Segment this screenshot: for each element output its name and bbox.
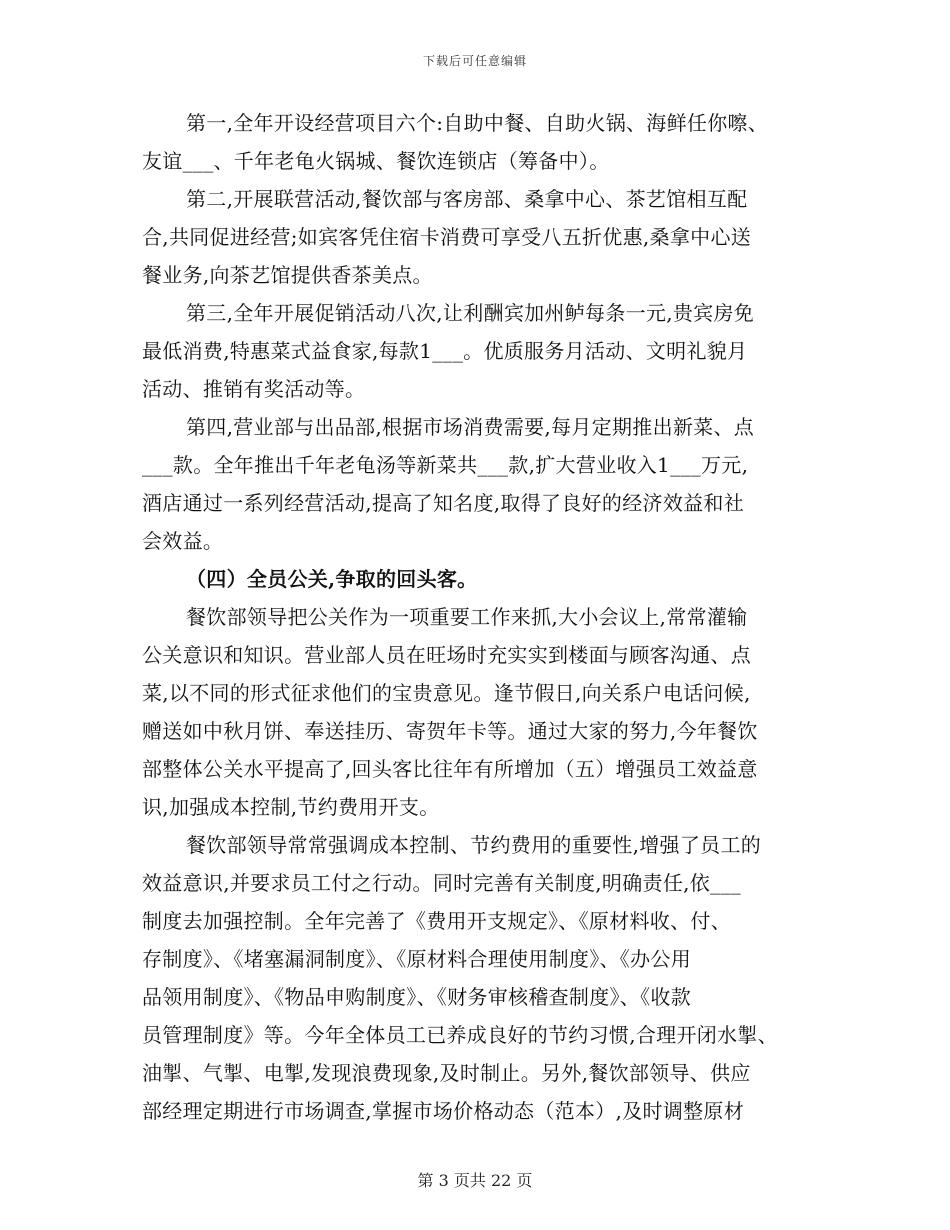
paragraph-line: 制度去加强控制。全年完善了《费用开支规定》、《原材料收、付、 — [142, 909, 731, 933]
paragraph-line: 友谊___、千年老龟火锅城、餐饮连锁店（筹备中）。 — [142, 149, 610, 173]
paragraph-line: 第二,开展联营活动,餐饮部与客房部、桑拿中心、茶艺馆相互配 — [186, 187, 748, 211]
paragraph-line: 识,加强成本控制,节约费用开支。 — [142, 795, 440, 819]
paragraph-line: 第三,全年开展促销活动八次,让利酬宾加州鲈每条一元,贵宾房免 — [186, 301, 755, 325]
paragraph-line: 品领用制度》、《物品申购制度》、《财务审核稽查制度》、《收款 — [142, 985, 691, 1009]
page-header: 下载后可任意编辑 — [422, 54, 527, 68]
paragraph-line: 部经理定期进行市场调查,掌握市场价格动态（范本）,及时调整原材 — [142, 1099, 745, 1123]
paragraph-line: 员管理制度》等。今年全体员工已养成良好的节约习惯,合理开闭水掣、 — [142, 1023, 778, 1047]
paragraph-line: 菜,以不同的形式征求他们的宝贵意见。逢节假日,向关系户电话问候, — [142, 681, 751, 705]
paragraph-line: 餐业务,向茶艺馆提供香茶美点。 — [142, 263, 433, 287]
page-footer: 第 3 页共 22 页 — [417, 1171, 533, 1190]
document-body — [142, 104, 822, 1130]
section-heading: （四）全员公关,争取的回头客。 — [186, 567, 478, 591]
paragraph-line: 赠送如中秋月饼、奉送挂历、寄贺年卡等。通过大家的努力,今年餐饮 — [142, 719, 758, 743]
paragraph-line: 效益意识,并要求员工付之行动。同时完善有关制度,明确责任,依___ — [142, 871, 741, 895]
paragraph-line: 餐饮部领导把公关作为一项重要工作来抓,大小会议上,常常灌输 — [186, 605, 748, 629]
paragraph-line: 合,共同促进经营;如宾客凭住宿卡消费可享受八五折优惠,桑拿中心送 — [142, 225, 752, 249]
paragraph-line: 公关意识和知识。营业部人员在旺场时充实实到楼面与顾客沟通、点 — [142, 643, 751, 667]
paragraph-line: ___款。全年推出千年老龟汤等新菜共___款,扩大营业收入1___万元, — [142, 453, 749, 477]
paragraph-line: 最低消费,特惠菜式益食家,每款1___。优质服务月活动、文明礼貌月 — [142, 339, 748, 363]
paragraph-line: 部整体公关水平提高了,回头客比往年有所增加（五）增强员工效益意 — [142, 757, 758, 781]
paragraph-line: 餐饮部领导常常强调成本控制、节约费用的重要性,增强了员工的 — [186, 833, 762, 857]
paragraph-line: 会效益。 — [142, 529, 224, 553]
paragraph-line: 酒店通过一系列经营活动,提高了知名度,取得了良好的经济效益和社 — [142, 491, 745, 515]
paragraph-line: 油掣、气掣、电掣,发现浪费现象,及时制止。另外,餐饮部领导、供应 — [142, 1061, 751, 1085]
paragraph-line: 第一,全年开设经营项目六个:自助中餐、自助火锅、海鲜任你嚓、 — [186, 111, 769, 135]
paragraph-line: 第四,营业部与出品部,根据市场消费需要,每月定期推出新菜、点 — [186, 415, 755, 439]
paragraph-line: 存制度》、《堵塞漏洞制度》、《原材料合理使用制度》、《办公用 — [142, 947, 691, 971]
paragraph-line: 活动、推销有奖活动等。 — [142, 377, 366, 401]
